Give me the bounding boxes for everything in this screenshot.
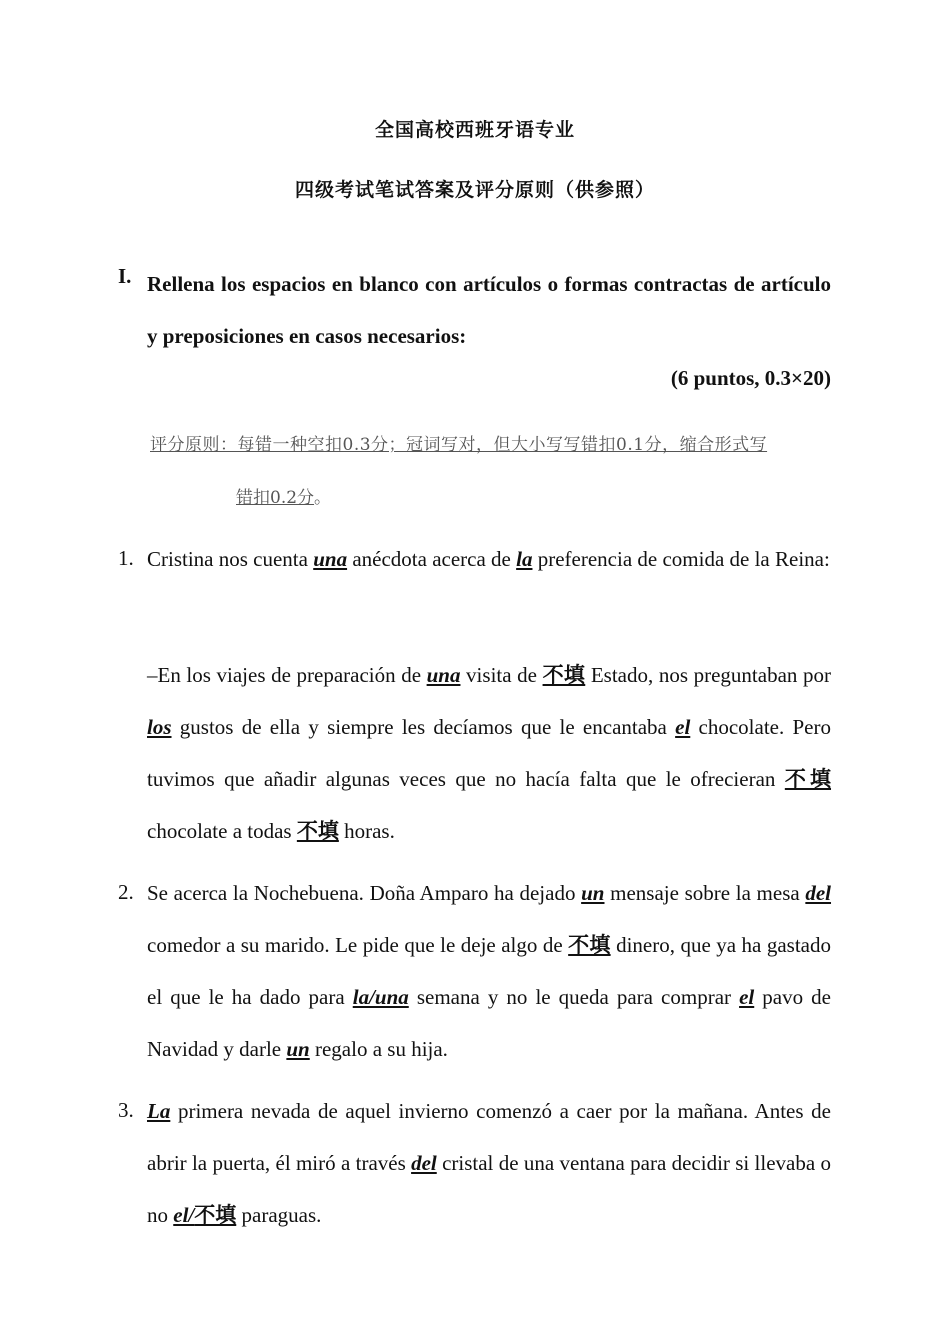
document-subtitle: 四级考试笔试答案及评分原则（供参照） [294, 179, 655, 201]
section-instruction: Rellena los espacios en blanco con artículos o formas contractas de artículo y preposiciones en casos necesarios: [147, 272, 831, 348]
answer-blank: 不填 [542, 663, 586, 687]
text: preferencia de comida de la Reina: [532, 547, 830, 571]
text: –En los viajes de preparación de [147, 663, 427, 687]
text: Estado, nos preguntaban por [585, 663, 831, 687]
text: pavo de Navidad y darle [147, 985, 831, 1061]
scoring-rule: 评分原则：每错一种空扣0.3分；冠词写对，但大小写写错扣0.1分，缩合形式写 [150, 435, 768, 455]
item-number: 2. [118, 880, 134, 904]
scoring-rule-period: 。 [314, 488, 332, 508]
section-points: (6 puntos, 0.3×20) [670, 366, 831, 390]
section-number: I. [118, 264, 132, 288]
scoring-rule-continued [236, 483, 331, 508]
text: semana y no le queda para comprar [408, 985, 740, 1009]
item-2-paragraph [147, 867, 831, 1075]
scoring-rule-deduction: 错扣0.2分 [236, 488, 315, 508]
answer-blank: 不填 [568, 933, 611, 957]
text: visita de [460, 663, 543, 687]
answer: el [675, 715, 691, 739]
answer: la [516, 547, 533, 571]
answer: los [147, 715, 172, 739]
answer: del [411, 1151, 437, 1175]
text: chocolate. Pero tuvimos que añadir algunas veces que no hacía falta que le ofrecieran [147, 715, 831, 791]
answer: un [286, 1037, 310, 1061]
item-1-dialogue [147, 649, 831, 857]
text: Se acerca la Nochebuena. Doña Amparo ha dejado [147, 881, 582, 905]
text: primera nevada de aquel invierno comenzó a caer por la mañana. Antes de abrir la puerta, él miró a través [147, 1099, 831, 1175]
answer: La [147, 1099, 171, 1123]
text: gustos de ella y siempre les decíamos que le encantaba [171, 715, 676, 739]
document-title: 全国高校西班牙语专业 [374, 119, 575, 141]
item-number: 1. [118, 546, 134, 570]
text: anécdota acerca de [347, 547, 517, 571]
answer: del [805, 881, 832, 905]
item-3-paragraph [147, 1085, 831, 1241]
text: dinero, que ya ha gastado el que le ha dado para [147, 933, 831, 1009]
text: regalo a su hija. [309, 1037, 448, 1061]
text: cristal de una ventana para decidir si llevaba o no [147, 1151, 832, 1227]
item-1-paragraph [147, 533, 831, 585]
answer-blank: 不填 [784, 767, 832, 791]
answer: una [313, 547, 348, 571]
answer: el/ [173, 1203, 195, 1227]
text: horas. [338, 819, 395, 843]
answer: una [426, 663, 461, 687]
text: chocolate a todas [147, 819, 297, 843]
answer: el [739, 985, 755, 1009]
answer: la/una [352, 985, 409, 1009]
answer-blank: 不填 [296, 819, 339, 843]
answer-blank: 不填 [194, 1203, 237, 1227]
item-number: 3. [118, 1098, 134, 1122]
text: mensaje sobre la mesa [604, 881, 806, 905]
text: paraguas. [236, 1203, 322, 1227]
text: Cristina nos cuenta [147, 547, 314, 571]
answer: un [581, 881, 605, 905]
text: comedor a su marido. Le pide que le deje algo de [147, 933, 569, 957]
